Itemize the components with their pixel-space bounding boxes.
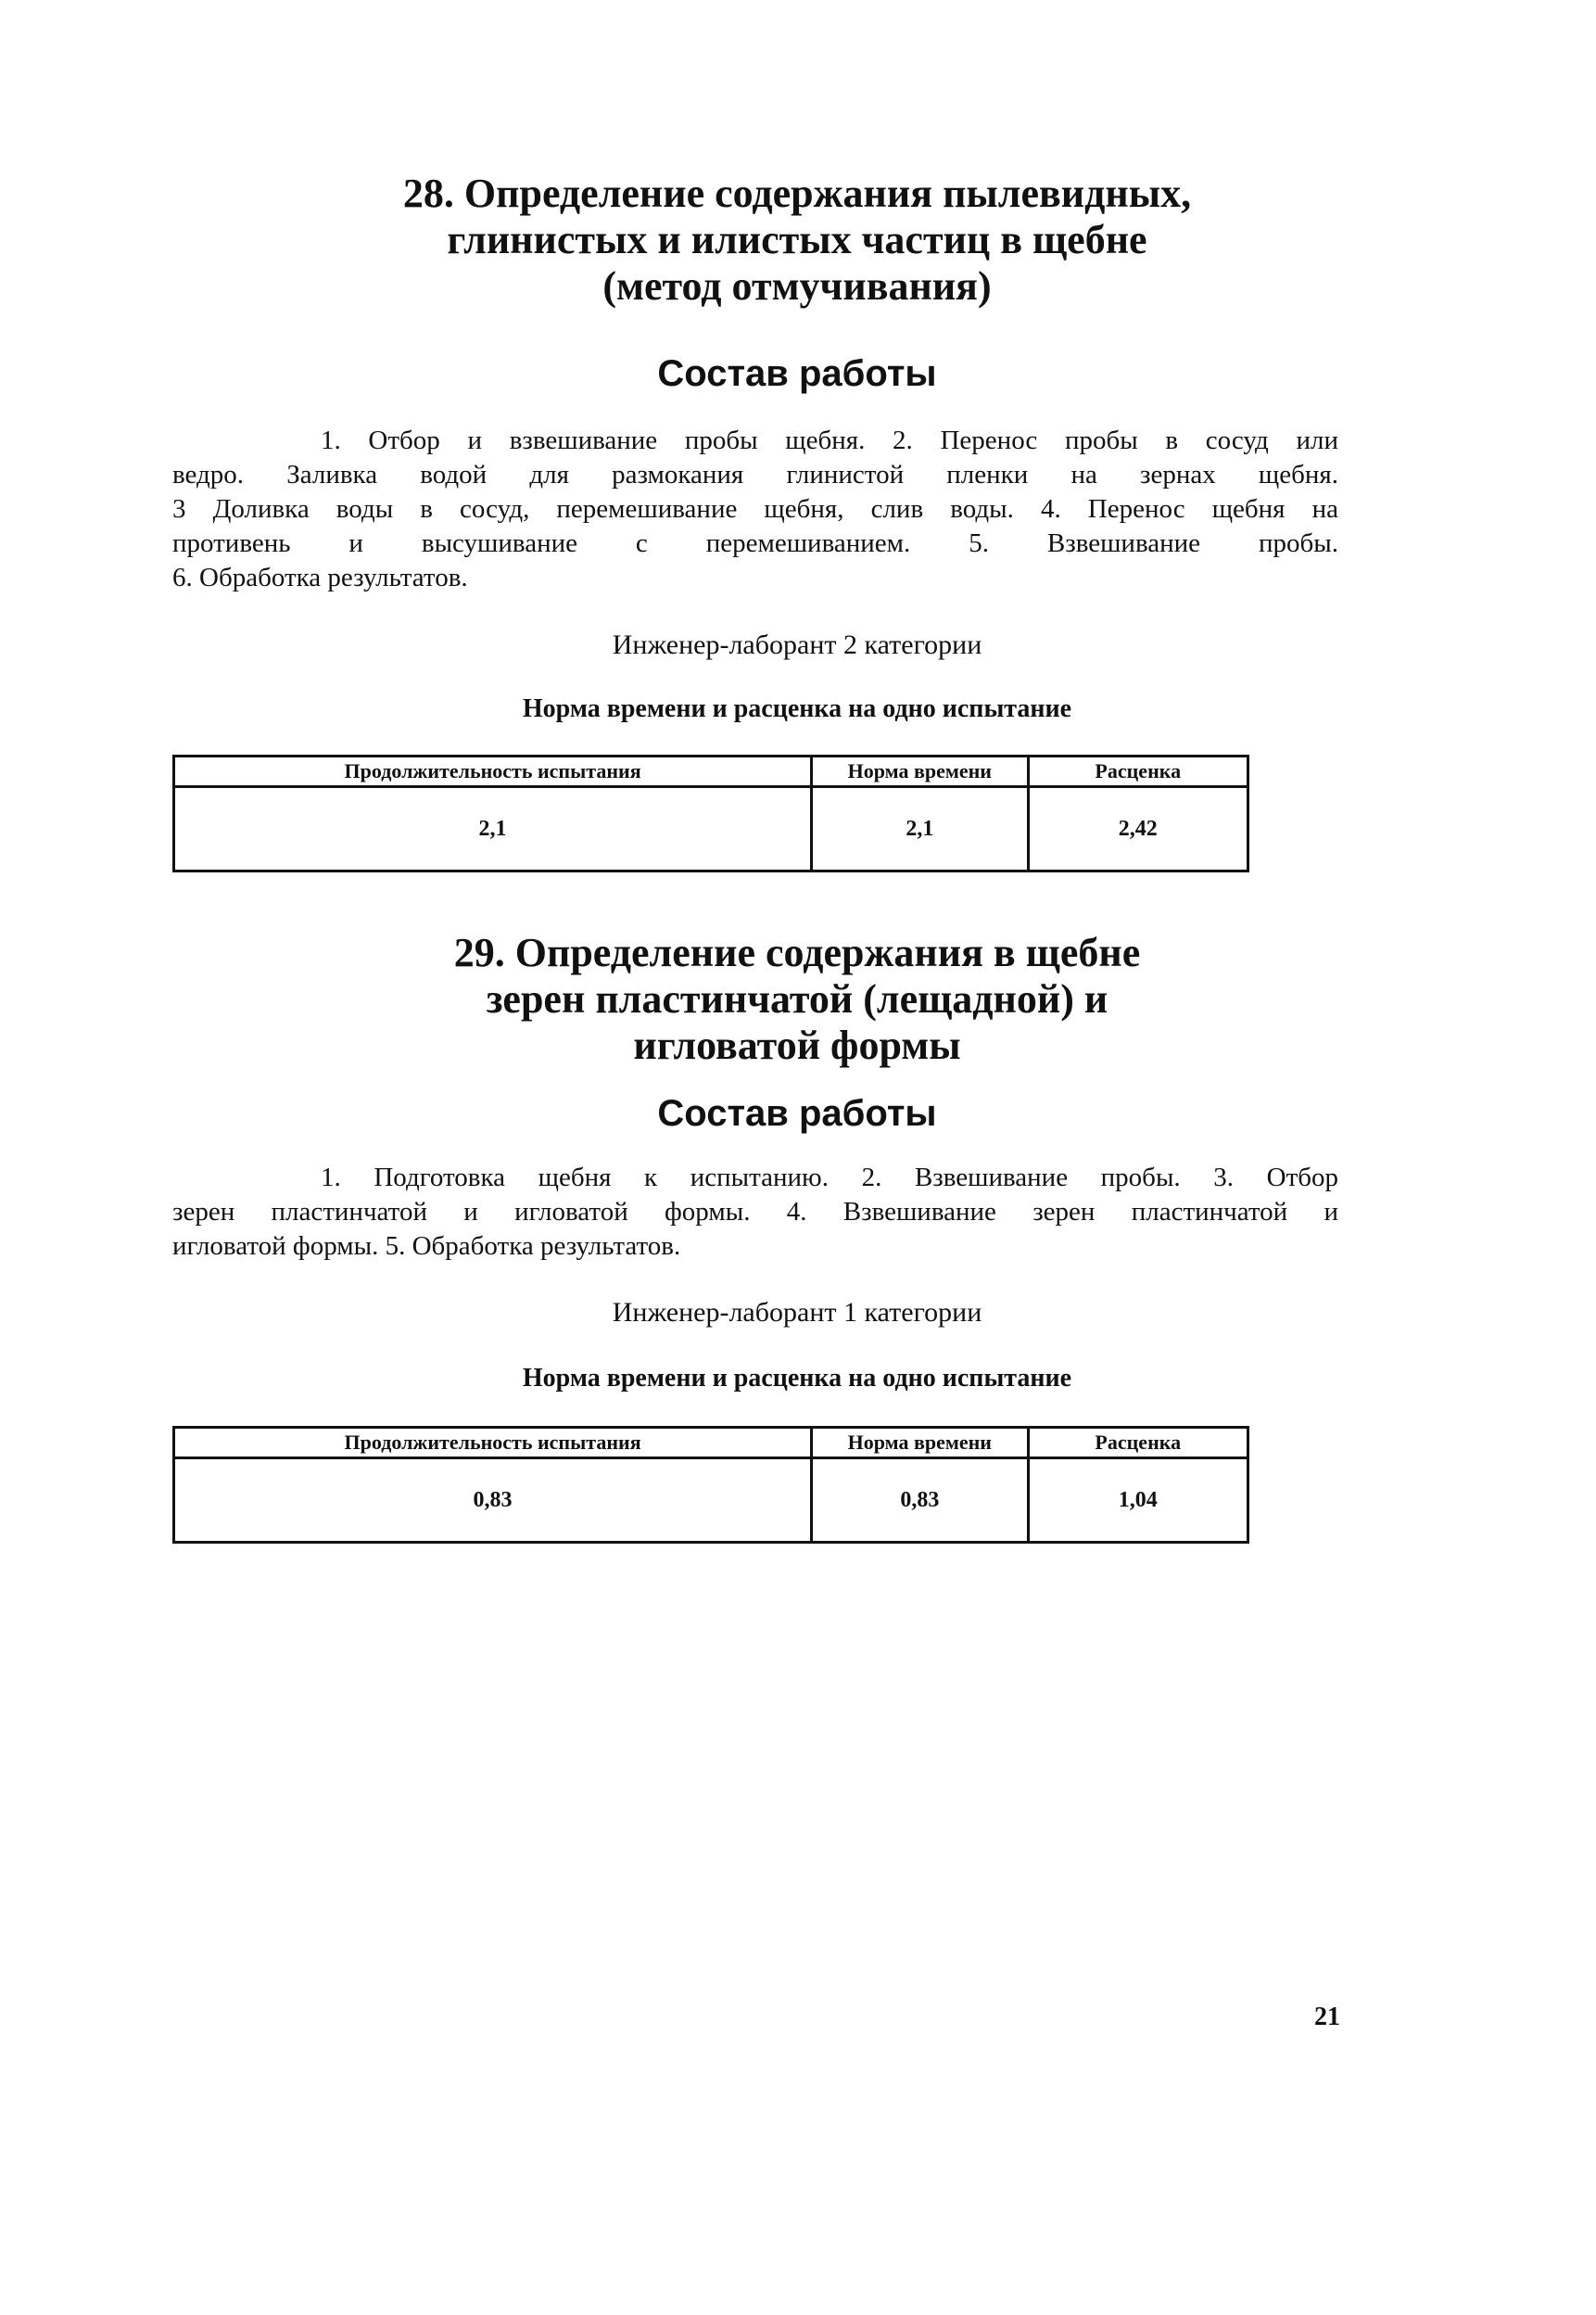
paragraph-line: 1. Отбор и взвешивание пробы щебня. 2. Перенос пробы в сосуд или (321, 426, 1338, 455)
page-number: 21 (1314, 2003, 1340, 2031)
section-28-role: Инженер-лаборант 2 категории (612, 630, 982, 660)
cell-time-norm: 0,83 (812, 1458, 1028, 1543)
table-row (174, 1458, 1248, 1543)
paragraph-line: ведро. Заливка водой для размокания глинистой пленки на зернах щебня. (172, 460, 1338, 490)
section-28-title-line: 28. Определение содержания пылевидных, (402, 171, 1192, 216)
section-29-role: Инженер-лаборант 1 категории (612, 1297, 982, 1328)
header-duration: Продолжительность испытания (174, 757, 812, 787)
cell-duration: 2,1 (174, 787, 812, 871)
paragraph-line: игловатой формы. 5. Обработка результатов. (172, 1231, 681, 1261)
paragraph-line: 6. Обработка результатов. (172, 563, 468, 592)
section-29-title-line: игловатой формы (633, 1023, 961, 1068)
cell-duration: 0,83 (174, 1458, 812, 1543)
header-time-norm: Норма времени (812, 757, 1028, 787)
paragraph-line: зерен пластинчатой и игловатой формы. 4. Взвешивание зерен пластинчатой и (172, 1197, 1338, 1227)
table-header-row (174, 1428, 1248, 1458)
section-29-norm-heading: Норма времени и расценка на одно испытание (522, 1364, 1072, 1393)
section-29-work-description (172, 1161, 1338, 1264)
section-28-title (334, 171, 1260, 310)
section-28-work-description (172, 424, 1338, 595)
section-29-subtitle: Состав работы (657, 1093, 937, 1134)
cell-time-norm: 2,1 (812, 787, 1028, 871)
cell-rate: 2,42 (1028, 787, 1248, 871)
header-rate: Расценка (1028, 757, 1248, 787)
paragraph-line: противень и высушивание с перемешиванием. 5. Взвешивание пробы. (172, 528, 1338, 558)
section-29-title-line: зерен пластинчатой (лещадной) и (486, 976, 1108, 1022)
section-28-title-line: глинистых и илистых частиц в щебне (447, 217, 1147, 262)
header-duration: Продолжительность испытания (174, 1428, 812, 1458)
table-row (174, 787, 1248, 871)
cell-rate: 1,04 (1028, 1458, 1248, 1543)
section-29-title-line: 29. Определение содержания в щебне (453, 930, 1141, 975)
section-28-title-line: (метод отмучивания) (602, 263, 992, 309)
section-28-norm-heading: Норма времени и расценка на одно испытание (522, 694, 1072, 723)
paragraph-line: 1. Подготовка щебня к испытанию. 2. Взвешивание пробы. 3. Отбор (321, 1163, 1338, 1192)
section-29-title (334, 930, 1260, 1069)
table-header-row (174, 757, 1248, 787)
section-28-subtitle: Состав работы (657, 353, 937, 394)
section-28-norm-table (172, 755, 1249, 872)
header-rate: Расценка (1028, 1428, 1248, 1458)
header-time-norm: Норма времени (812, 1428, 1028, 1458)
paragraph-line: 3 Доливка воды в сосуд, перемешивание щебня, слив воды. 4. Перенос щебня на (172, 494, 1338, 524)
section-29-norm-table (172, 1426, 1249, 1544)
